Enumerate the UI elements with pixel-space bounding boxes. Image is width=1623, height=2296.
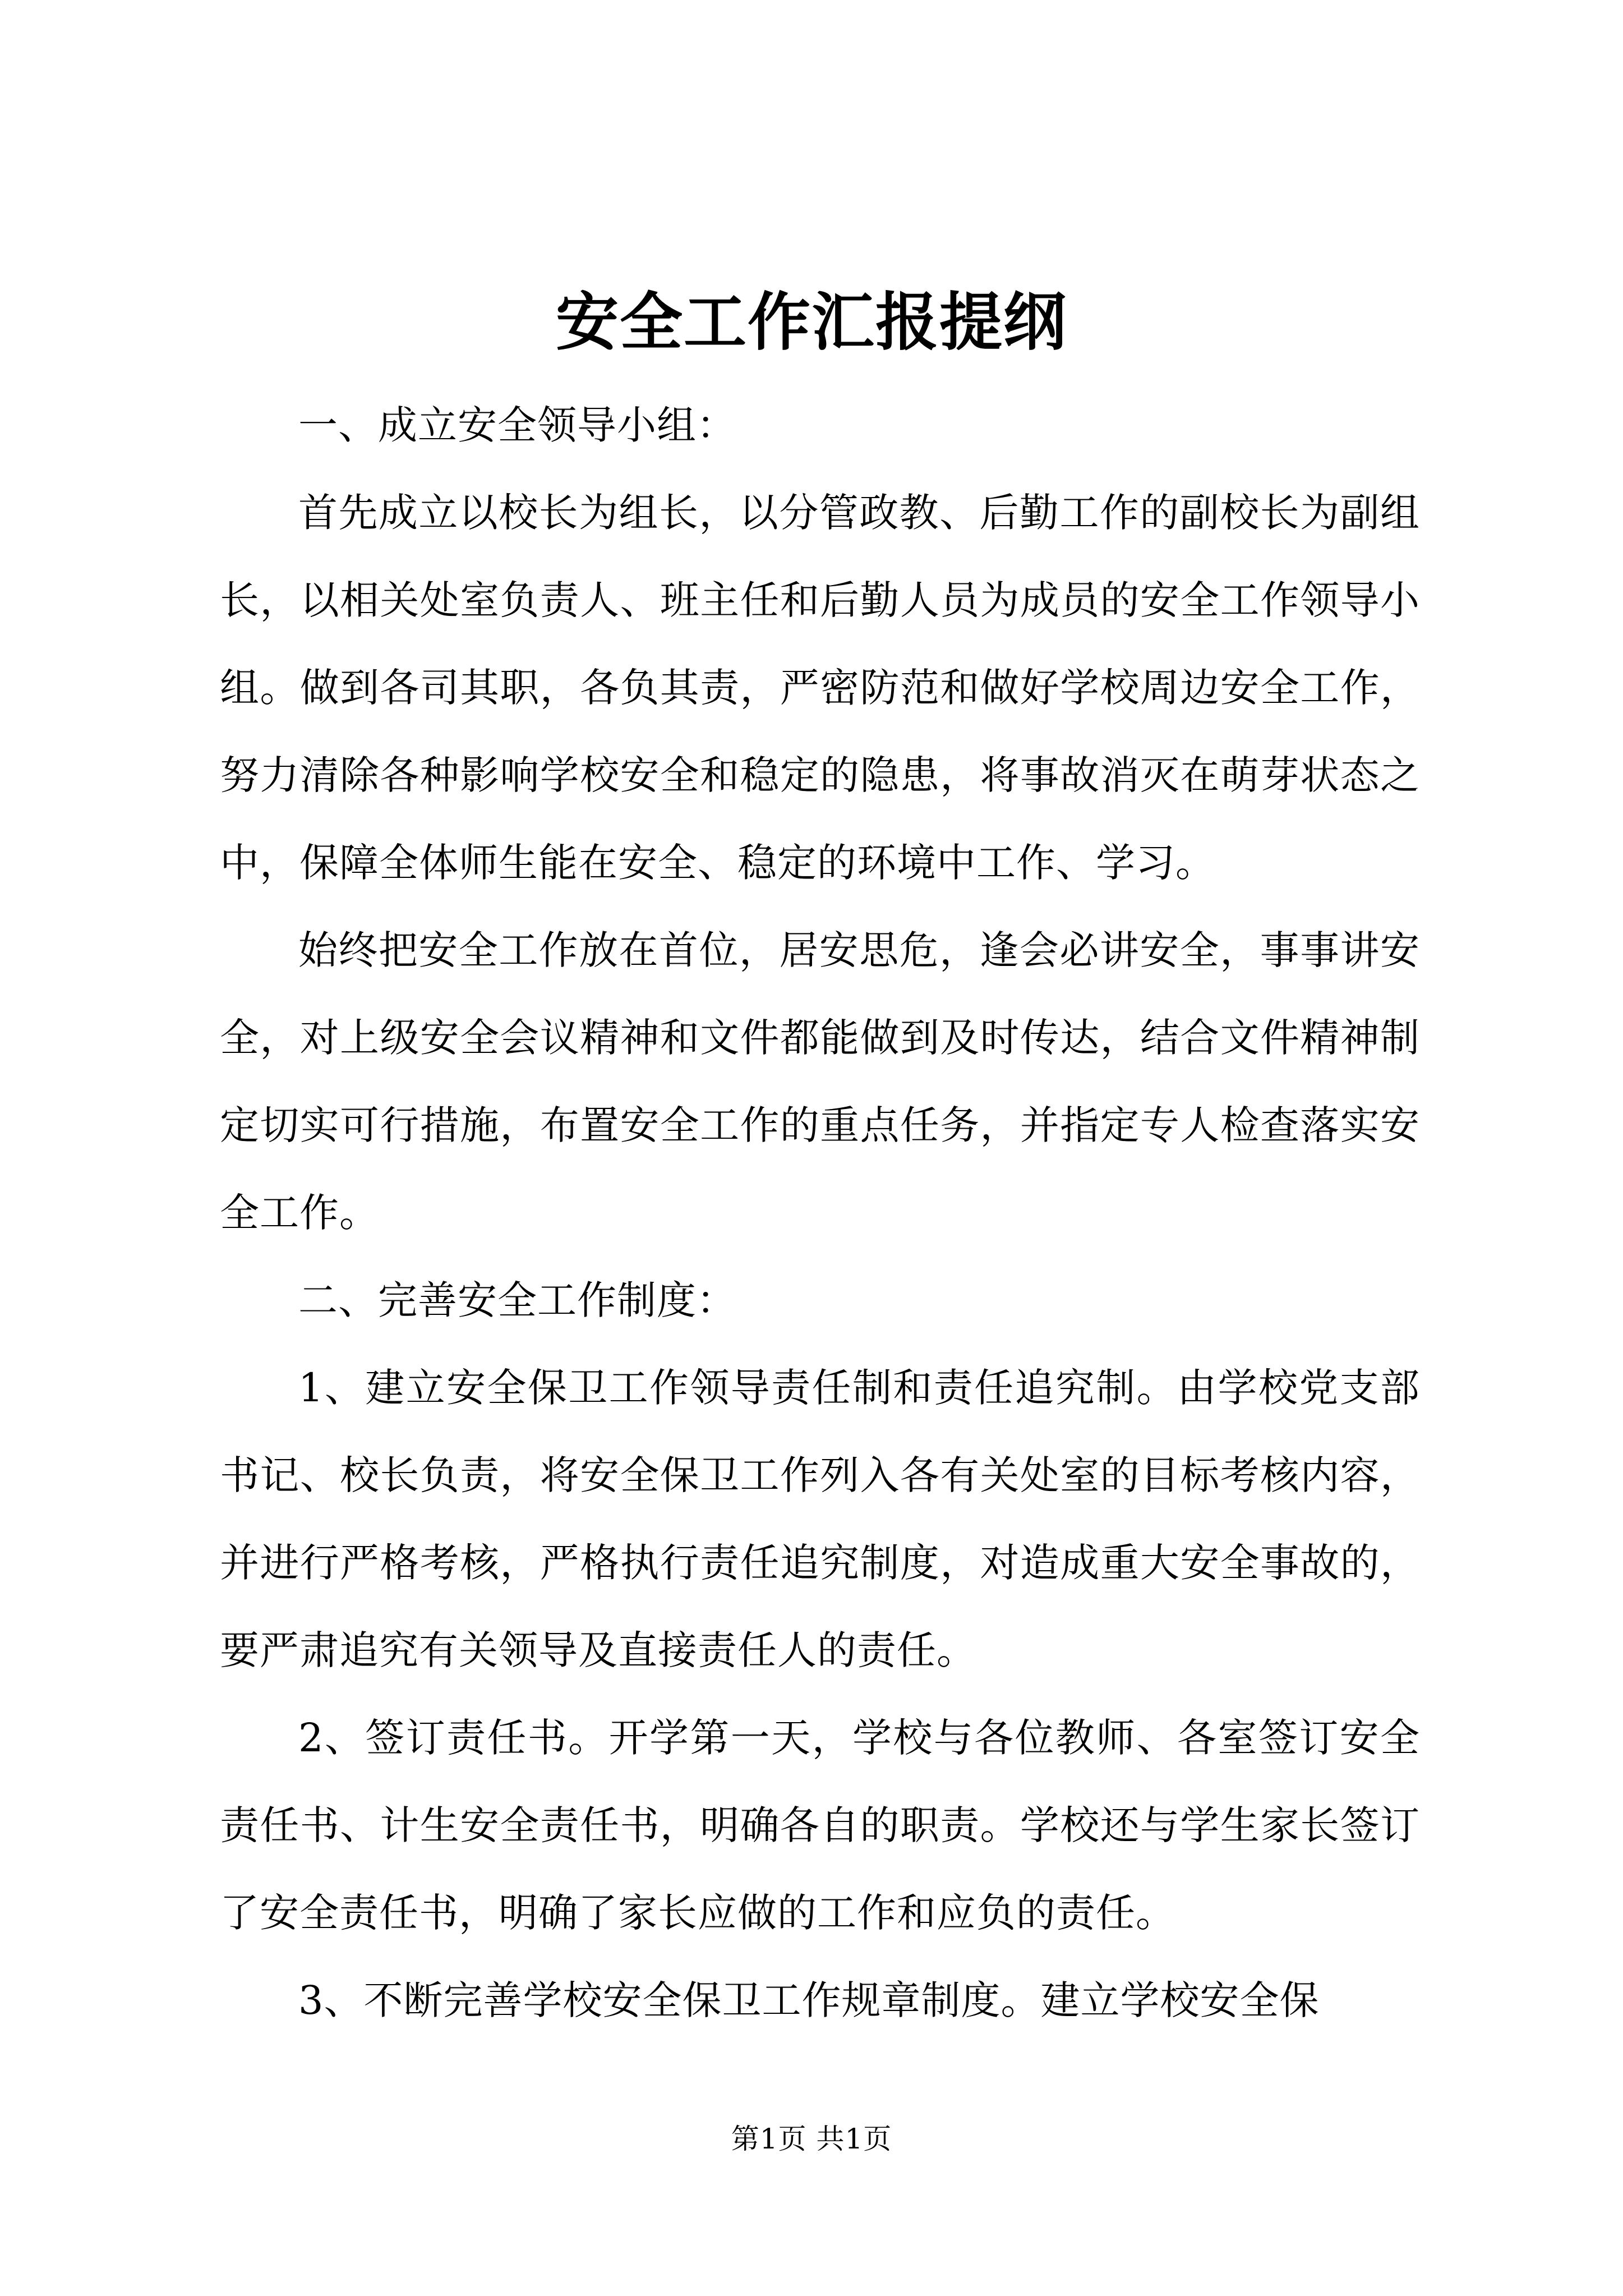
document-body	[220, 381, 1420, 2044]
paragraph-item-3: 3、不断完善学校安全保卫工作规章制度。建立学校安全保	[298, 1977, 1320, 2023]
section-heading-1: 一、成立安全领导小组：	[298, 402, 736, 448]
paragraph-leadership-group: 首先成立以校长为组长，以分管政教、后勤工作的副校长为副组长，以相关处室负责人、班主任和后勤人员为成员的安全工作领导小组。做到各司其职，各负其责，严密防范和做好学校周边安全工作，努力清除各种影响学校安全和稳定的隐患，将事故消灭在萌芽状态之中，保障全体师生能在安全、稳定的环境中工作、学习。	[220, 490, 1420, 886]
document-title: 安全工作汇报提纲	[556, 286, 1067, 359]
page-footer: 第1页 共1页	[731, 2123, 892, 2155]
paragraph-item-1: 1、建立安全保卫工作领导责任制和责任追究制。由学校党支部书记、校长负责，将安全保卫工作列入各有关处室的目标考核内容，并进行严格考核，严格执行责任追究制度，对造成重大安全事故的，要严肃追究有关领导及直接责任人的责任。	[220, 1365, 1420, 1673]
section-heading-2: 二、完善安全工作制度：	[298, 1277, 736, 1323]
paragraph-item-2: 2、签订责任书。开学第一天，学校与各位教师、各室签订安全责任书、计生安全责任书，明确各自的职责。学校还与学生家长签订了安全责任书，明确了家长应做的工作和应负的责任。	[220, 1715, 1420, 1936]
paragraph-safety-priority: 始终把安全工作放在首位，居安思危，逢会必讲安全，事事讲安全，对上级安全会议精神和文件都能做到及时传达，结合文件精神制定切实可行措施，布置安全工作的重点任务，并指定专人检查落实安全工作。	[220, 927, 1420, 1236]
